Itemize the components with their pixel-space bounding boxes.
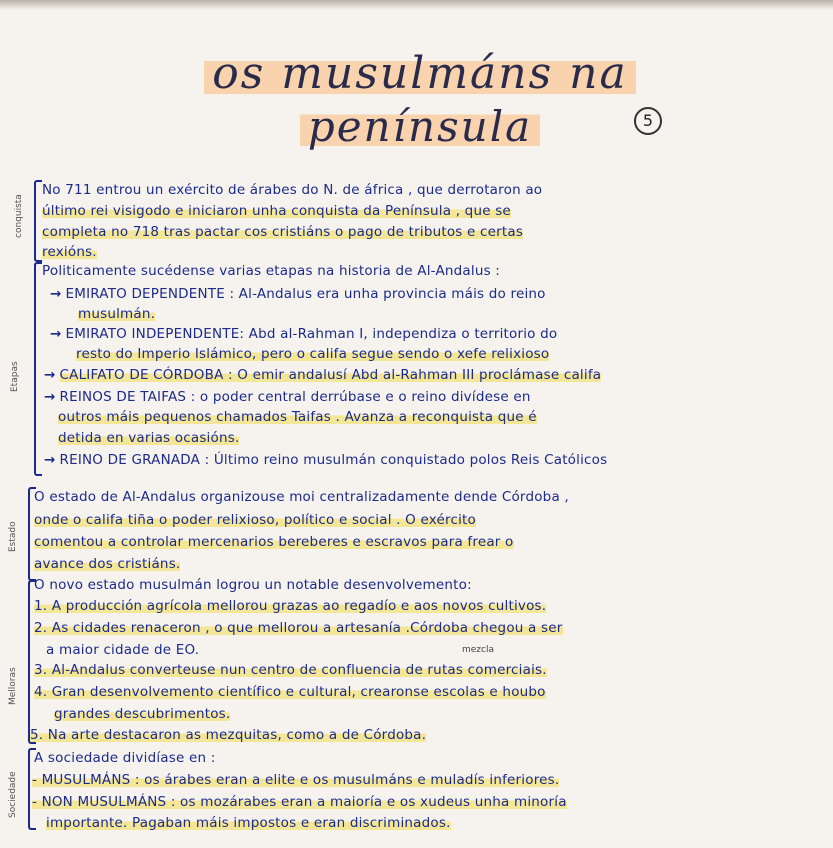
text-line: outros máis pequenos chamados Taifas . Avanza a reconquista que é [58, 409, 537, 425]
title-line-1: os musulmáns na [30, 48, 810, 99]
text-line: 3. Al-Andalus converteuse nun centro de confluencia de rutas comerciais. [34, 662, 547, 678]
text-line: rexións. [42, 244, 97, 260]
text-line: O novo estado musulmán logrou un notable desenvolvemento: [34, 577, 472, 593]
margin-label-conquista: conquista [14, 194, 24, 238]
text-line: último rei visigodo e iniciaron unha conquista da Península , que se [42, 203, 511, 219]
text-line: avance dos cristiáns. [34, 556, 181, 572]
margin-label-melloras: Melloras [8, 667, 18, 705]
text-line: → CALIFATO DE CÓRDOBA : O emir andalusí Abd al-Rahman III proclámase califa [44, 367, 602, 383]
text-line: Politicamente sucédense varias etapas na historia de Al-Andalus : [42, 263, 501, 279]
text-line: - MUSULMÁNS : os árabes eran a elite e os musulmáns e muladís inferiores. [32, 772, 560, 788]
text-line: 1. A producción agrícola mellorou grazas ao regadío e aos novos cultivos. [34, 598, 547, 614]
text-line: → REINOS DE TAIFAS : o poder central derrúbase e o reino divídese en [44, 389, 531, 405]
text-line: 2. As cidades renaceron , o que mellorou a artesanía .Córdoba chegou a ser [34, 620, 563, 636]
text-line: O estado de Al-Andalus organizouse moi centralizadamente dende Córdoba , [34, 489, 569, 505]
text-line: 4. Gran desenvolvemento científico e cultural, crearonse escolas e houbo [34, 684, 546, 700]
note-mezcla: mezcla [462, 645, 494, 655]
text-line: completa no 718 tras pactar cos cristiáns o pago de tributos e certas [42, 224, 524, 240]
arrow-icon: → [44, 367, 56, 383]
text-line: 5. Na arte destacaron as mezquitas, como a de Córdoba. [30, 727, 427, 743]
text-line: → REINO DE GRANADA : Último reino musulmán conquistado polos Reis Católicos [44, 452, 608, 468]
text-line: musulmán. [78, 306, 156, 322]
text-line: a maior cidade de EO. [46, 642, 200, 658]
arrow-icon: → [50, 286, 62, 302]
margin-label-etapas: Etapas [10, 361, 20, 392]
text-line: - NON MUSULMÁNS : os mozárabes eran a maioría e os xudeus unha minoría [32, 794, 567, 810]
text-line: resto do Imperio Islámico, pero o califa segue sendo o xefe relixioso [76, 346, 550, 362]
text-line: → EMIRATO INDEPENDENTE: Abd al-Rahman I, independiza o territorio do [50, 326, 558, 342]
text-line: grandes descubrimentos. [54, 706, 231, 722]
arrow-icon: → [50, 326, 62, 342]
text-line: comentou a controlar mercenarios bereberes e escravos para frear o [34, 534, 514, 550]
text-line: onde o califa tiña o poder relixioso, político e social . O exército [34, 512, 476, 528]
margin-label-estado: Estado [8, 521, 18, 552]
arrow-icon: → [44, 452, 56, 468]
text-line: importante. Pagaban máis impostos e eran discriminados. [46, 815, 451, 831]
title-line-2: península [30, 102, 810, 151]
page-number: 5 [634, 107, 662, 135]
text-line: A sociedade dividíase en : [34, 750, 216, 766]
text-line: No 711 entrou un exército de árabes do N. de áfrica , que derrotaron ao [42, 182, 543, 198]
text-line: detida en varias ocasións. [58, 430, 240, 446]
margin-label-sociedade: Sociedade [8, 771, 18, 818]
page-edge-shadow [0, 0, 833, 10]
bracket-conquista [34, 180, 42, 262]
arrow-icon: → [44, 389, 56, 405]
text-line: → EMIRATO DEPENDENTE : Al-Andalus era unha provincia máis do reino [50, 286, 546, 302]
bracket-etapas [34, 262, 42, 476]
